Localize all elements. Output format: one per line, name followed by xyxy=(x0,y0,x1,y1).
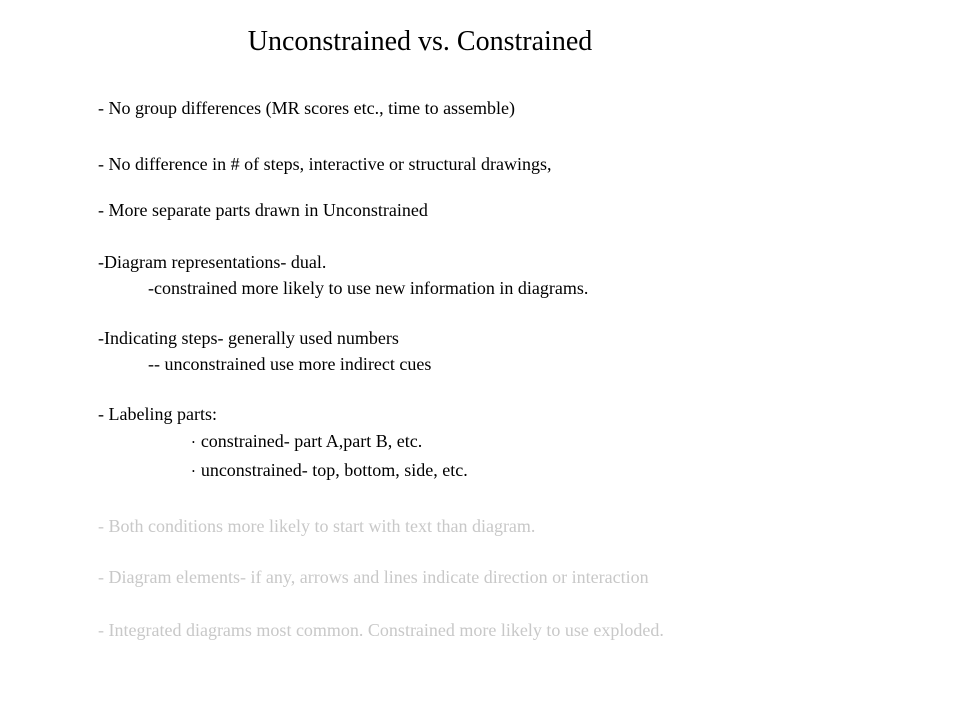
subbullet-constrained-new-info: -constrained more likely to use new information in diagrams. xyxy=(148,278,589,298)
bullet-indicating-steps: -Indicating steps- generally used numbers xyxy=(98,328,399,348)
bullet-diagram-elements: - Diagram elements- if any, arrows and lines indicate direction or interaction xyxy=(98,567,649,587)
unconstrained-labels-text: unconstrained- top, bottom, side, etc. xyxy=(200,460,468,480)
constrained-labels-text: constrained- part A,part B, etc. xyxy=(200,431,423,451)
slide-title: Unconstrained vs. Constrained xyxy=(247,26,593,57)
bullet-integrated-diagrams: - Integrated diagrams most common. Constrained more likely to use exploded. xyxy=(98,620,664,640)
bullet-labeling-parts: - Labeling parts: xyxy=(98,404,217,424)
bullet-start-with-text: - Both conditions more likely to start with text than diagram. xyxy=(98,516,536,536)
subbullet-constrained-labels xyxy=(192,430,422,454)
bullet-steps-difference: - No difference in # of steps, interactive or structural drawings, xyxy=(98,154,552,174)
bullet-dot-icon: • xyxy=(192,437,195,447)
bullet-group-differences: - No group differences (MR scores etc., time to assemble) xyxy=(98,98,516,118)
subbullet-unconstrained-cues: -- unconstrained use more indirect cues xyxy=(148,354,432,374)
bullet-separate-parts: - More separate parts drawn in Unconstrained xyxy=(98,200,428,220)
subbullet-unconstrained-labels xyxy=(192,459,468,483)
bullet-diagram-representations: -Diagram representations- dual. xyxy=(98,252,327,272)
bullet-dot-icon: • xyxy=(192,466,195,476)
